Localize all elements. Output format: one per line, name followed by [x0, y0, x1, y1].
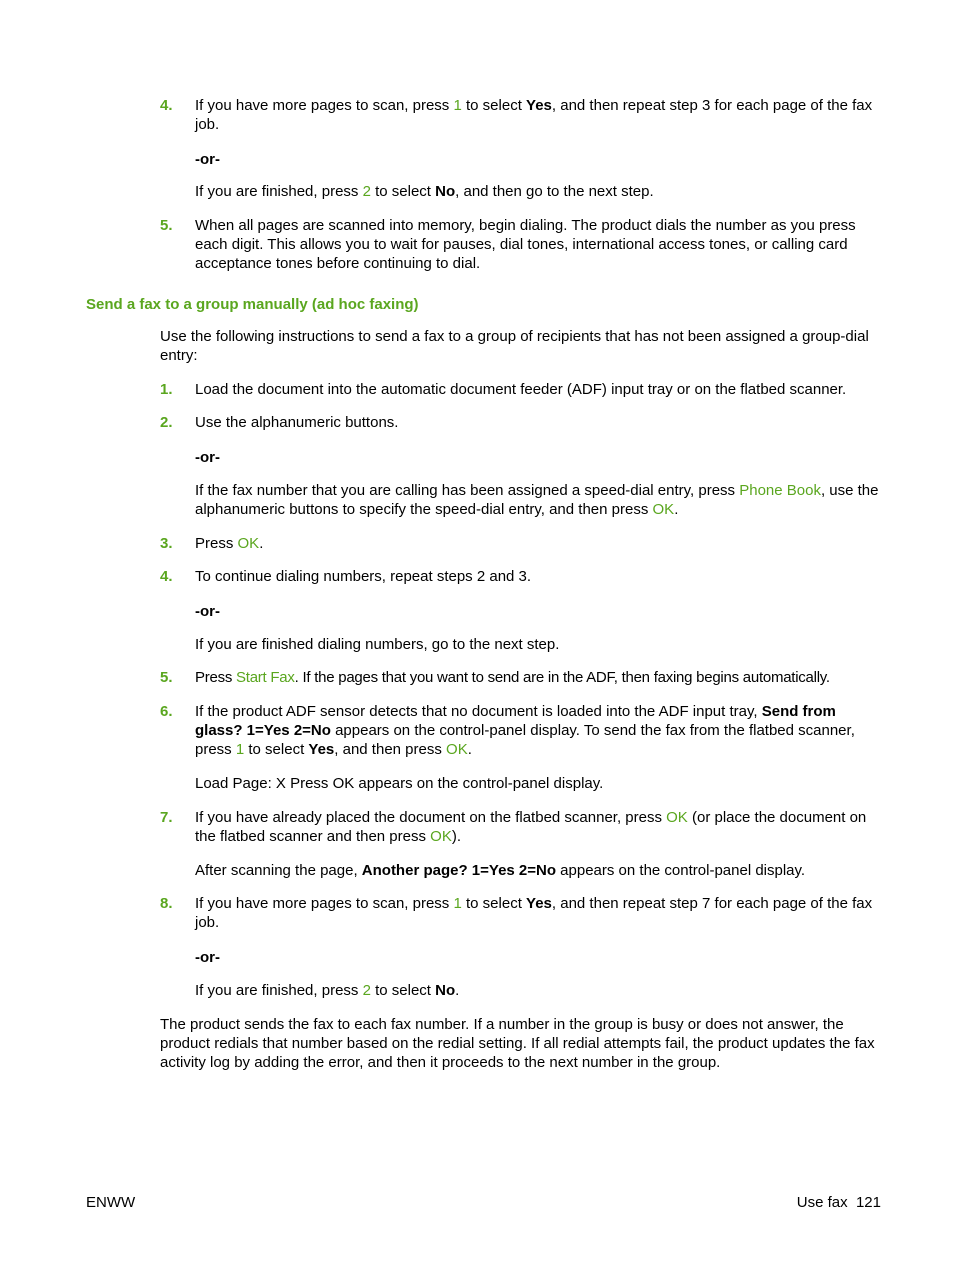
step-text: If you have more pages to scan, press 1 to select Yes, and then repeat step 3 for each page of the fax job. [195, 97, 873, 133]
step-text: Use the alphanumeric buttons. [195, 414, 399, 431]
step-number: 4. [160, 568, 173, 585]
step-number: 2. [160, 414, 173, 431]
paragraph: Load Page: X Press OK appears on the control-panel display. [195, 775, 604, 792]
key-label: OK [666, 809, 688, 826]
footer-right [797, 1193, 881, 1212]
step-number: 8. [160, 895, 173, 912]
paragraph: If the fax number that you are calling has been assigned a speed-dial entry, press Phone Book, use the alphanumeric buttons to specify the speed-dial entry, and then press OK. [195, 482, 879, 518]
or-separator: -or- [195, 449, 220, 466]
step-number: 5. [160, 217, 173, 234]
paragraph: If you are finished dialing numbers, go to the next step. [195, 636, 560, 653]
intro-paragraph: Use the following instructions to send a fax to a group of recipients that has not been assigned a group-dial entry: [160, 328, 869, 364]
key-label: OK [446, 741, 468, 758]
key-label: 1 [235, 741, 245, 758]
closing-paragraph: The product sends the fax to each fax number. If a number in the group is busy or does not answer, the product redials that number based on the redial setting. If all redial attempts fail, the product updates the fax activity log by adding the error, and then it proceeds to the next number in the group. [160, 1016, 875, 1071]
step-text: If the product ADF sensor detects that no document is loaded into the ADF input tray, Send from glass? 1=Yes 2=No appears on the control-panel display. To send the fax from the flatbed scanner, press 1 to select Yes, and then press OK. [195, 703, 855, 758]
paragraph: If you are finished, press 2 to select No. [195, 982, 460, 999]
key-label: Phone Book [739, 482, 821, 499]
key-label: 2 [362, 982, 371, 999]
or-separator: -or- [195, 603, 220, 620]
or-separator: -or- [195, 949, 220, 966]
step-number: 1. [160, 381, 173, 398]
step-text: When all pages are scanned into memory, begin dialing. The product dials the number as you press each digit. This allows you to wait for pauses, dial tones, international access tones, or calling card acceptance tones before continuing to dial. [195, 217, 856, 272]
key-label: 1 [453, 895, 462, 912]
step-number: 6. [160, 703, 173, 720]
step-text: To continue dialing numbers, repeat steps 2 and 3. [195, 568, 532, 585]
footer-section: Use fax [796, 1194, 848, 1211]
step-text: If you have more pages to scan, press 1 to select Yes, and then repeat step 7 for each page of the fax job. [195, 895, 873, 931]
paragraph: After scanning the page, Another page? 1=Yes 2=No appears on the control-panel display. [195, 862, 806, 879]
key-label: 2 [362, 183, 371, 200]
key-label: Start Fax [236, 669, 295, 686]
step-number: 4. [160, 97, 173, 114]
key-label: 1 [453, 97, 462, 114]
step-number: 3. [160, 535, 173, 552]
key-label: OK [430, 828, 452, 845]
page-number: 121 [855, 1194, 881, 1211]
step-text: Press Start Fax. If the pages that you want to send are in the ADF, then faxing begins automatically. [195, 669, 830, 686]
key-label: OK [652, 501, 675, 518]
step-text: Press OK. [195, 535, 264, 552]
section-heading: Send a fax to a group manually (ad hoc faxing) [86, 296, 419, 313]
step-number: 5. [160, 669, 173, 686]
footer-left: ENWW [86, 1194, 136, 1211]
step-text: If you have already placed the document on the flatbed scanner, press OK (or place the document on the flatbed scanner and then press OK). [195, 809, 867, 845]
step-text: Load the document into the automatic document feeder (ADF) input tray or on the flatbed scanner. [195, 381, 847, 398]
paragraph: If you are finished, press 2 to select No, and then go to the next step. [195, 183, 654, 200]
step-number: 7. [160, 809, 173, 826]
or-separator: -or- [195, 151, 220, 168]
key-label: OK [237, 535, 260, 552]
